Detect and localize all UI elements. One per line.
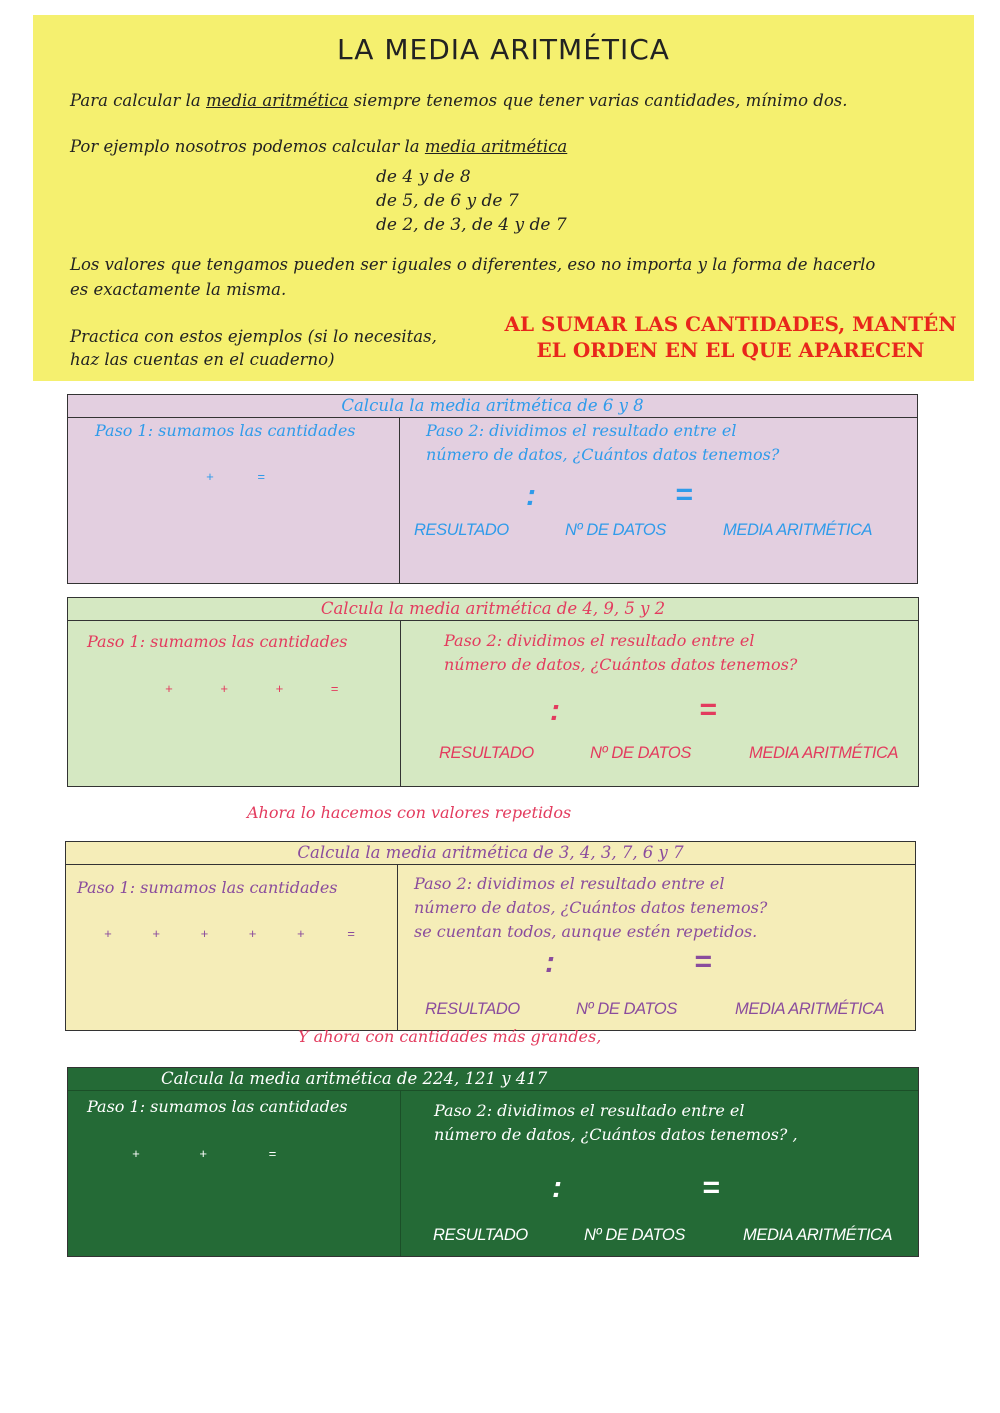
order-warning-line: EL ORDEN EN EL QUE APARECEN bbox=[536, 338, 925, 362]
exercise-box-4 bbox=[67, 1067, 919, 1257]
plus-sign: + bbox=[220, 681, 228, 696]
exercise-title: Calcula la media aritmética de 3, 4, 3, 7, 6 y 7 bbox=[66, 842, 915, 865]
equals-sign: = bbox=[257, 469, 265, 484]
step-2-note: se cuentan todos, aunque estén repetidos. bbox=[414, 922, 758, 941]
step-2-line: Paso 2: dividimos el resultado entre el bbox=[426, 421, 737, 440]
intro-line-2 bbox=[70, 137, 567, 156]
division-sign: : bbox=[545, 946, 555, 979]
order-warning-line: AL SUMAR LAS CANTIDADES, MANTÉN bbox=[504, 312, 957, 336]
step-2-label bbox=[414, 872, 767, 944]
sum-row bbox=[104, 926, 355, 941]
column-divider bbox=[400, 621, 401, 786]
plus-sign: + bbox=[296, 926, 305, 941]
exercise-title: Calcula la media aritmética de 224, 121 y 417 bbox=[68, 1068, 918, 1091]
term-media-aritmetica-2: media aritmética bbox=[424, 137, 568, 156]
column-divider bbox=[399, 418, 400, 583]
division-sign: : bbox=[550, 694, 560, 727]
label-count: Nº DE DATOS bbox=[590, 744, 691, 762]
step-2-line: Paso 2: dividimos el resultado entre el bbox=[444, 631, 755, 650]
plus-sign: + bbox=[248, 926, 257, 941]
step-1-label: Paso 1: sumamos las cantidades bbox=[95, 421, 356, 440]
label-result: RESULTADO bbox=[439, 744, 534, 762]
plus-sign: + bbox=[199, 1146, 207, 1161]
label-mean: MEDIA ARITMÉTICA bbox=[743, 1226, 893, 1244]
sum-row bbox=[165, 681, 338, 696]
equals-sign-big: = bbox=[675, 478, 693, 511]
label-result: RESULTADO bbox=[433, 1226, 528, 1244]
plus-sign: + bbox=[275, 681, 284, 696]
step-1-label: Paso 1: sumamos las cantidades bbox=[87, 632, 348, 651]
label-mean: MEDIA ARITMÉTICA bbox=[735, 1000, 885, 1018]
intro-line-1-end: siempre tenemos que tener varias cantidades, mínimo dos. bbox=[348, 91, 848, 110]
intro-line-1-start: Para calcular la bbox=[70, 91, 206, 110]
label-result: RESULTADO bbox=[425, 1000, 520, 1018]
example-item: de 4 y de 8 bbox=[376, 167, 471, 187]
step-1-label: Paso 1: sumamos las cantidades bbox=[77, 878, 338, 897]
term-media-aritmetica: media aritmética bbox=[206, 91, 349, 110]
step-2-line: número de datos, ¿Cuántos datos tenemos? bbox=[414, 898, 768, 917]
step-2-line: número de datos, ¿Cuántos datos tenemos? bbox=[426, 445, 780, 464]
step-2-line: Paso 2: dividimos el resultado entre el bbox=[414, 874, 725, 893]
step-1-label: Paso 1: sumamos las cantidades bbox=[87, 1097, 348, 1116]
sum-row bbox=[206, 469, 265, 484]
exercise-title: Calcula la media aritmética de 4, 9, 5 y 2 bbox=[68, 598, 918, 621]
step-2-label bbox=[434, 1099, 798, 1147]
equals-sign: = bbox=[330, 681, 339, 696]
note-bigger-quantities: Y ahora con cantidades más grandes, bbox=[298, 1027, 602, 1046]
exercise-title: Calcula la media aritmética de 6 y 8 bbox=[68, 395, 917, 418]
column-divider bbox=[397, 865, 398, 1030]
equals-sign-big: = bbox=[694, 945, 712, 978]
exercise-box-2 bbox=[67, 597, 919, 787]
step-2-line: Paso 2: dividimos el resultado entre el bbox=[434, 1101, 745, 1120]
note-repeated-values: Ahora lo hacemos con valores repetidos bbox=[247, 803, 572, 822]
intro-panel bbox=[33, 15, 974, 381]
label-mean: MEDIA ARITMÉTICA bbox=[749, 744, 899, 762]
label-mean: MEDIA ARITMÉTICA bbox=[723, 521, 873, 539]
step-2-line: número de datos, ¿Cuántos datos tenemos? , bbox=[434, 1125, 798, 1144]
plus-sign: + bbox=[206, 469, 214, 484]
example-item: de 5, de 6 y de 7 bbox=[376, 191, 519, 211]
division-sign: : bbox=[552, 1171, 562, 1204]
example-item: de 2, de 3, de 4 y de 7 bbox=[376, 215, 567, 235]
step-2-label bbox=[444, 629, 797, 677]
example-list bbox=[376, 165, 567, 237]
plus-sign: + bbox=[132, 1146, 140, 1161]
page-title: LA MEDIA ARITMÉTICA bbox=[337, 33, 670, 66]
label-count: Nº DE DATOS bbox=[565, 521, 666, 539]
practice-line-b: haz las cuentas en el cuaderno) bbox=[70, 350, 335, 369]
intro-line-2-start: Por ejemplo nosotros podemos calcular la bbox=[70, 137, 425, 156]
label-count: Nº DE DATOS bbox=[576, 1000, 677, 1018]
equals-sign: = bbox=[268, 1146, 277, 1161]
division-sign: : bbox=[526, 479, 536, 512]
plus-sign: + bbox=[165, 681, 173, 696]
step-2-line: número de datos, ¿Cuántos datos tenemos? bbox=[444, 655, 798, 674]
label-result: RESULTADO bbox=[414, 521, 509, 539]
order-warning bbox=[503, 311, 958, 363]
intro-line-1 bbox=[70, 91, 847, 110]
intro-line-3a: Los valores que tengamos pueden ser iguales o diferentes, eso no importa y la forma de hacerlo bbox=[70, 255, 876, 274]
plus-sign: + bbox=[152, 926, 160, 941]
step-2-label bbox=[426, 419, 779, 467]
plus-sign: + bbox=[200, 926, 209, 941]
plus-sign: + bbox=[104, 926, 112, 941]
intro-line-3b: es exactamente la misma. bbox=[70, 280, 287, 299]
practice-line-a: Practica con estos ejemplos (si lo necesitas, bbox=[70, 327, 437, 346]
column-divider bbox=[400, 1091, 401, 1256]
equals-sign: = bbox=[347, 926, 355, 941]
equals-sign-big: = bbox=[702, 1171, 720, 1204]
exercise-box-3 bbox=[65, 841, 916, 1031]
label-count: Nº DE DATOS bbox=[584, 1226, 685, 1244]
exercise-box-1 bbox=[67, 394, 918, 584]
equals-sign-big: = bbox=[699, 693, 717, 726]
sum-row bbox=[132, 1146, 276, 1161]
